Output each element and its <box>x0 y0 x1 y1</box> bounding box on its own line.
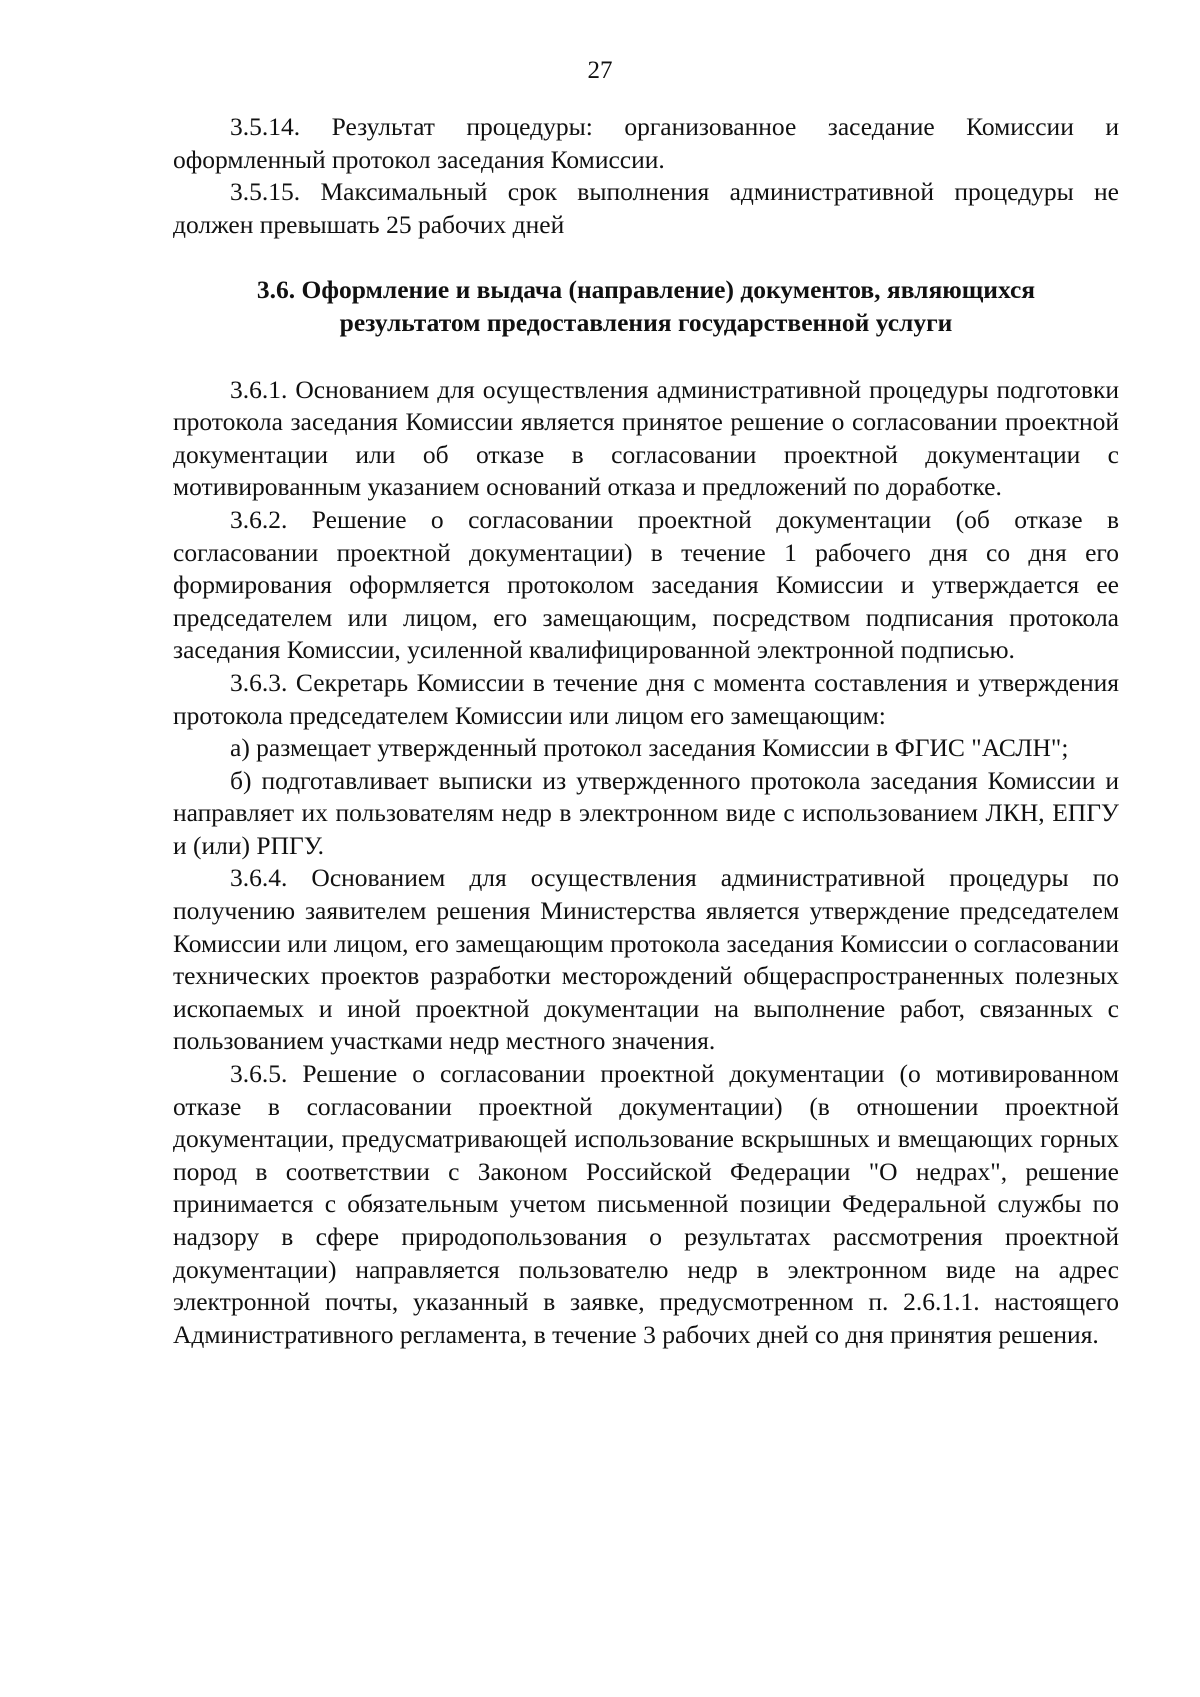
paragraph-3-6-3: 3.6.3. Секретарь Комиссии в течение дня с момента составления и утверждения протокола председателем Комиссии или лицом его замещающим: <box>173 667 1119 730</box>
paragraph-3-6-4: 3.6.4. Основанием для осуществления административной процедуры по получению заявителем решения Министерства является утверждение председателем Комиссии или лицом, его замещающим протокола заседания Комиссии о согласовании технических проектов разработки месторождений общераспространенных полезных ископаемых и иной проектной документации на выполнение работ, связанных с пользованием участками недр местного значения. <box>173 863 1119 1056</box>
page-number: 27 <box>587 57 613 84</box>
section-heading-3-6: 3.6. Оформление и выдача (направление) документов, являющихся результатом предоставления государственной услуги <box>256 275 1036 337</box>
paragraph-3-5-14: 3.5.14. Результат процедуры: организованное заседание Комиссии и оформленный протокол заседания Комиссии. <box>173 112 1119 174</box>
paragraph-3-5-15: 3.5.15. Максимальный срок выполнения административной процедуры не должен превышать 25 рабочих дней <box>173 177 1119 239</box>
paragraph-3-6-2: 3.6.2. Решение о согласовании проектной документации (об отказе в согласовании проектной документации) в течение 1 рабочего дня со дня его формирования оформляется протоколом заседания Комиссии и утверждается ее председателем или лицом, его замещающим, посредством подписания протокола заседания Комиссии, усиленной квалифицированной электронной подписью. <box>173 504 1119 665</box>
paragraph-3-6-3-b: б) подготавливает выписки из утвержденного протокола заседания Комиссии и направляет их пользователям недр в электронном виде с использованием ЛКН, ЕПГУ и (или) РПГУ. <box>173 765 1119 860</box>
paragraph-3-6-5: 3.6.5. Решение о согласовании проектной документации (о мотивированном отказе в согласовании проектной документации) (в отношении проектной документации, предусматривающей использование вскрышных и вмещающих горных пород в соответствии с Законом Российской Федерации "О недрах", решение принимается с обязательным учетом письменной позиции Федеральной службы по надзору в сфере природопользования о результатах рассмотрения проектной документации) направляется пользователю недр в электронном виде на адрес электронной почты, указанный в заявке, предусмотренном п. 2.6.1.1. настоящего Административного регламента, в течение 3 рабочих дней со дня принятия решения. <box>173 1059 1119 1349</box>
paragraph-3-6-1: 3.6.1. Основанием для осуществления административной процедуры подготовки протокола заседания Комиссии является принятое решение о согласовании проектной документации или об отказе в согласовании проектной документации с мотивированным указанием оснований отказа и предложений по доработке. <box>173 374 1119 502</box>
document-body <box>173 111 1119 1351</box>
paragraph-3-6-3-a: а) размещает утвержденный протокол заседания Комиссии в ФГИС "АСЛН"; <box>230 733 1069 763</box>
